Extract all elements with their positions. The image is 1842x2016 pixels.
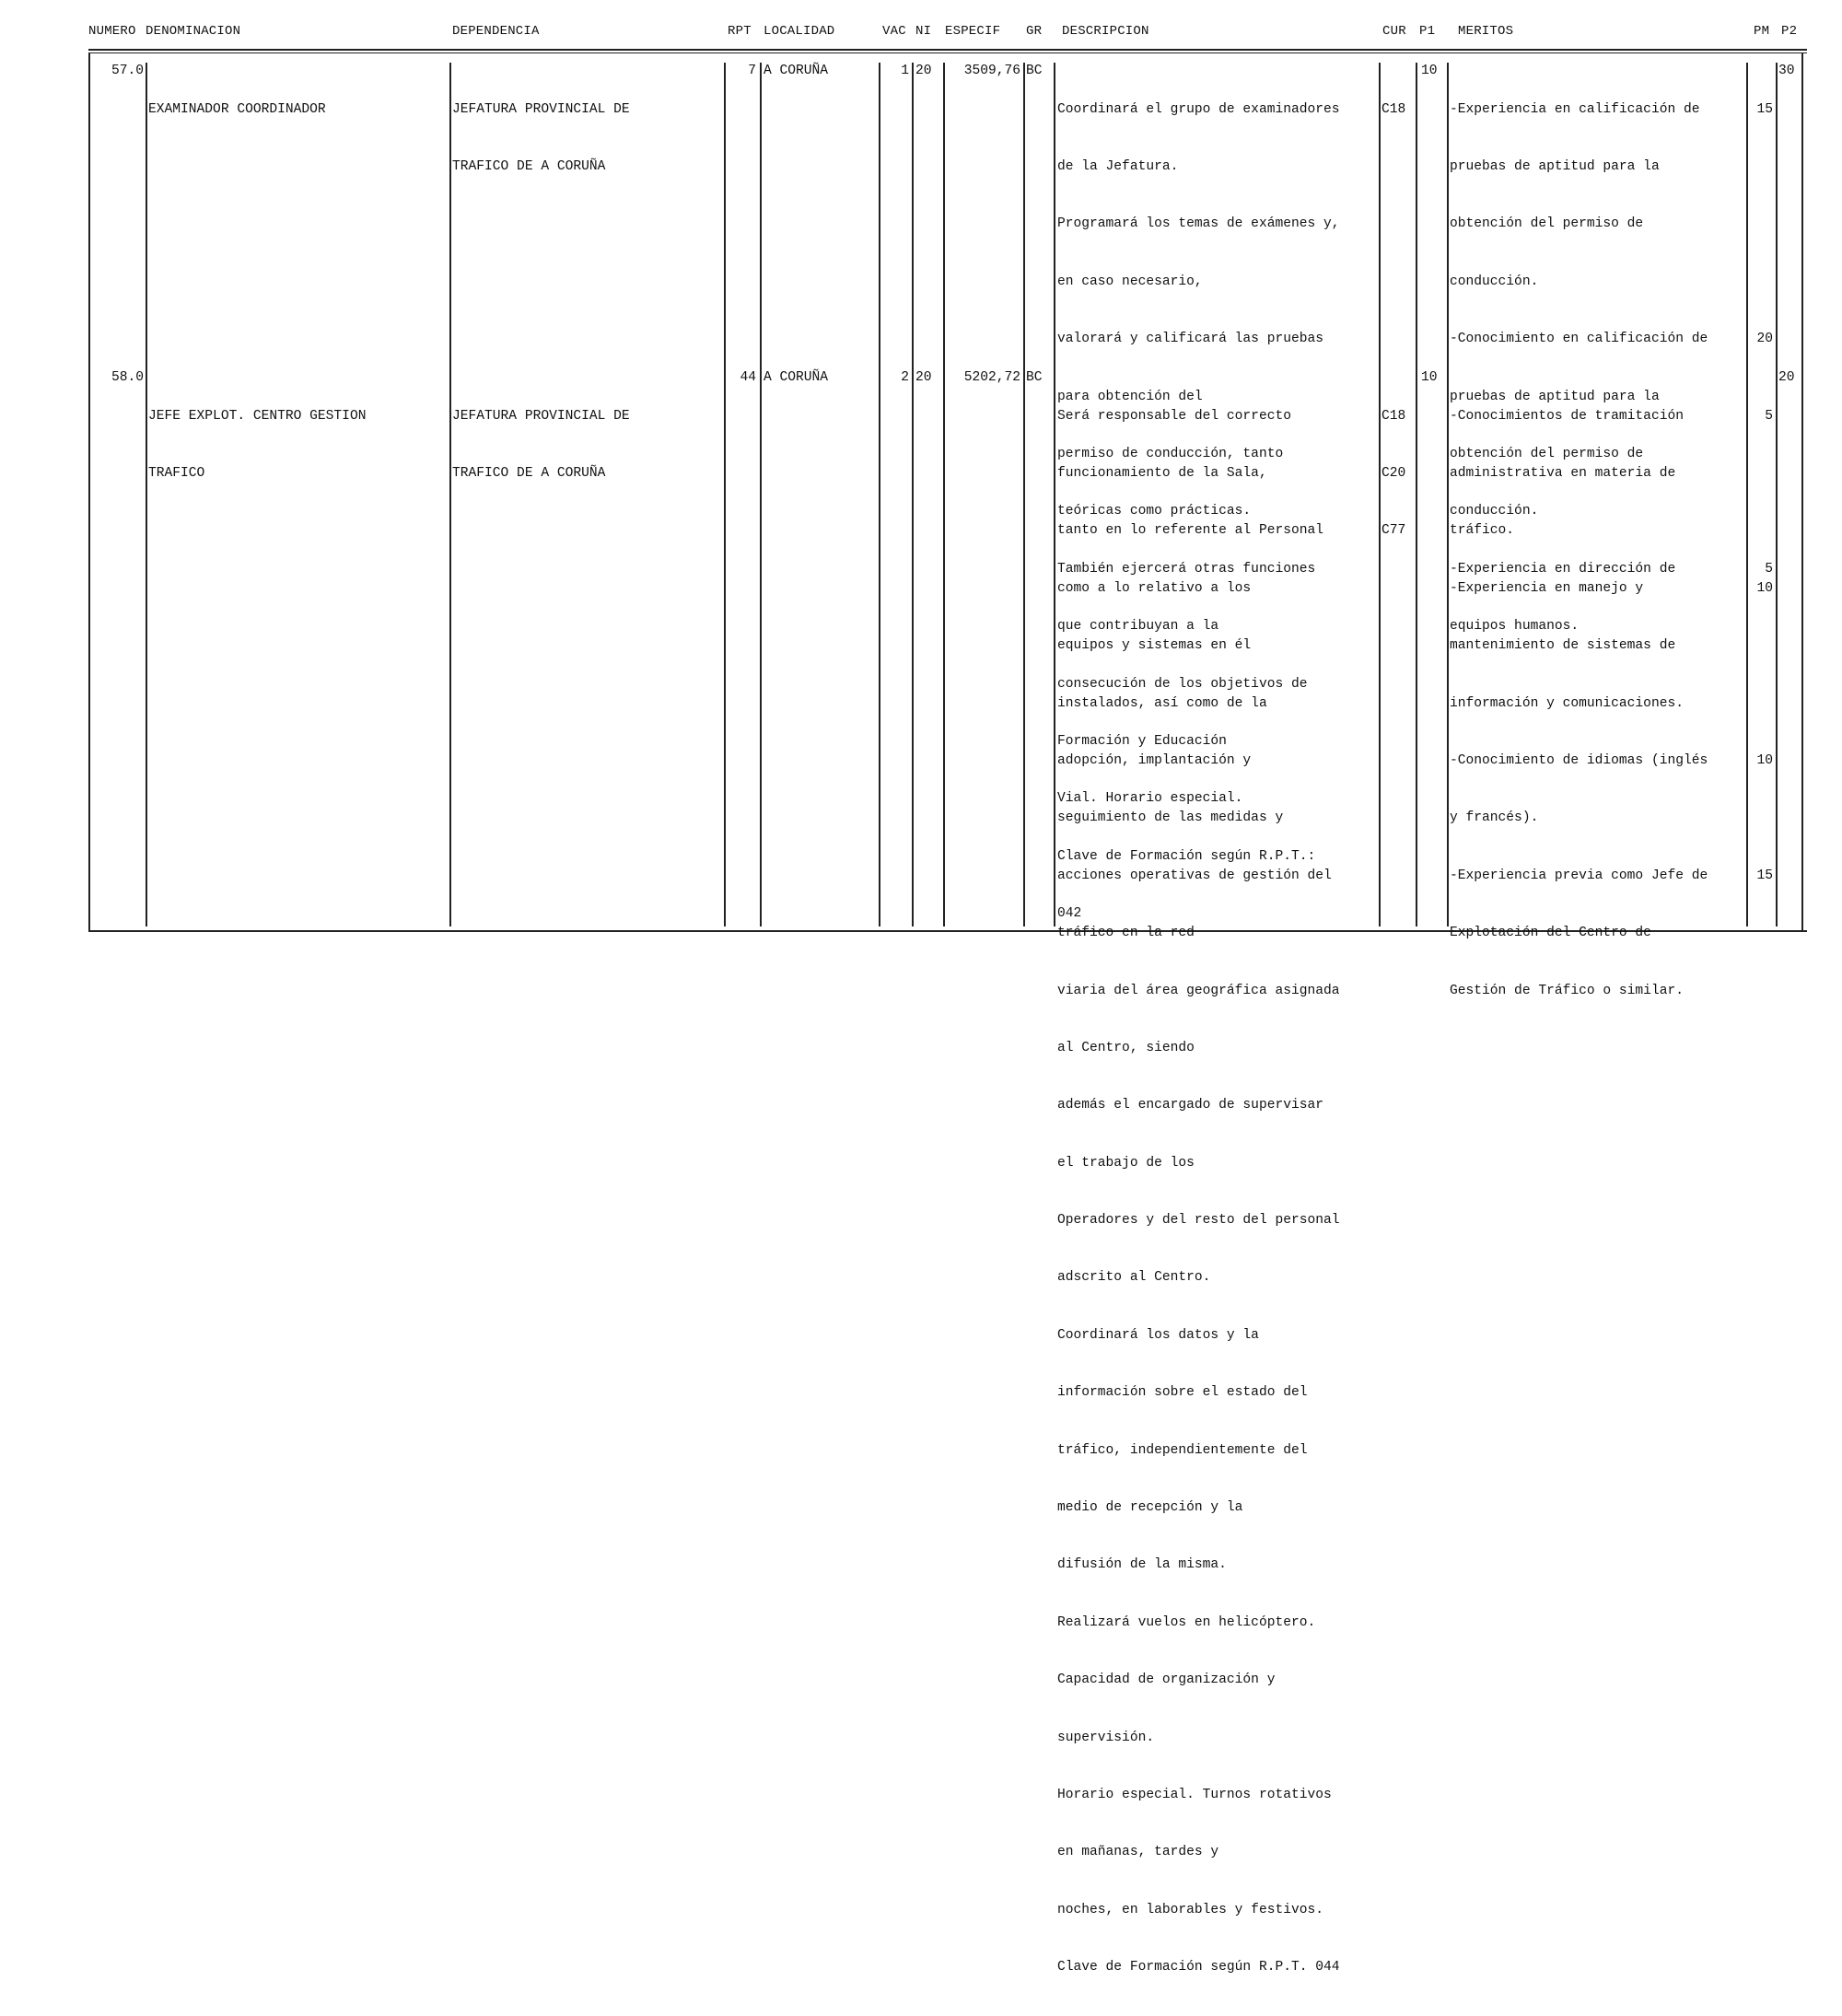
meritos-line: conducción. xyxy=(1450,504,1539,519)
separator-ni xyxy=(943,63,945,926)
meritos-line: pruebas de aptitud para la xyxy=(1450,158,1660,174)
descripcion-line: consecución de los objetivos de xyxy=(1057,676,1308,692)
pm-line: 10 xyxy=(1756,752,1773,768)
descripcion-line: permiso de conducción, tanto xyxy=(1057,446,1284,461)
p1-value: 10 xyxy=(1421,370,1438,385)
pm-line: 15 xyxy=(1756,101,1773,117)
pm-line xyxy=(1748,809,1773,828)
descripcion-line: acciones operativas de gestión del xyxy=(1057,868,1332,883)
descripcion-line: Vial. Horario especial. xyxy=(1057,791,1243,807)
dependencia-cell xyxy=(452,368,630,521)
row-number: 58.0 xyxy=(111,370,144,385)
meritos-line: información y comunicaciones. xyxy=(1450,695,1684,711)
descripcion-line: además el encargado de supervisar xyxy=(1057,1098,1324,1113)
cur-line: C77 xyxy=(1382,523,1406,539)
meritos-line: Gestión de Tráfico o similar. xyxy=(1450,983,1684,998)
denominacion-line: EXAMINADOR COORDINADOR xyxy=(148,101,326,117)
cur-cell xyxy=(1382,62,1414,157)
meritos-line: mantenimiento de sistemas de xyxy=(1450,638,1676,654)
localidad-value: A CORUÑA xyxy=(764,370,829,385)
descripcion-line: difusión de la misma. xyxy=(1057,1557,1227,1573)
dependencia-line: TRAFICO DE A CORUÑA xyxy=(452,465,606,481)
header-rule-second xyxy=(88,52,1807,53)
descripcion-line: Formación y Educación xyxy=(1057,733,1227,749)
descripcion-line: También ejercerá otras funciones xyxy=(1057,561,1316,577)
header-p1: P1 xyxy=(1419,24,1436,39)
cur-line: C18 xyxy=(1382,408,1406,424)
p2-value: 30 xyxy=(1778,64,1795,78)
descripcion-line: Operadores y del resto del personal xyxy=(1057,1213,1340,1229)
descripcion-line: seguimiento de las medidas y xyxy=(1057,810,1284,826)
descripcion-line: al Centro, siendo xyxy=(1057,1040,1195,1055)
header-p2: P2 xyxy=(1781,24,1798,39)
header-cur: CUR xyxy=(1382,24,1406,39)
vac-value: 1 xyxy=(901,64,909,78)
descripcion-line: Horario especial. Turnos rotativos xyxy=(1057,1787,1332,1802)
meritos-line: -Experiencia en dirección de xyxy=(1450,561,1676,577)
separator-rpt xyxy=(760,63,762,926)
descripcion-line: en mañanas, tardes y xyxy=(1057,1845,1219,1860)
dependencia-cell xyxy=(452,62,630,215)
pm-line xyxy=(1748,157,1773,177)
row-number: 57.0 xyxy=(111,64,144,78)
separator-p1 xyxy=(1447,63,1449,926)
header-ni: NI xyxy=(915,24,932,39)
cur-line: C18 xyxy=(1382,101,1406,117)
separator-descripcion xyxy=(1379,63,1381,926)
pm-cell xyxy=(1748,368,1773,924)
descripcion-line: en caso necesario, xyxy=(1057,274,1203,289)
descripcion-line: adscrito al Centro. xyxy=(1057,1270,1211,1286)
header-localidad: LOCALIDAD xyxy=(764,24,835,39)
meritos-cell xyxy=(1450,368,1708,1039)
pm-line: 5 xyxy=(1765,561,1773,577)
gr-value: BC xyxy=(1026,370,1043,385)
header-dependencia: DEPENDENCIA xyxy=(452,24,540,39)
header-especif: ESPECIF xyxy=(945,24,1001,39)
meritos-line: -Conocimiento de idiomas (inglés xyxy=(1450,752,1708,768)
cur-cell xyxy=(1382,368,1414,579)
pm-line: 15 xyxy=(1756,868,1773,883)
descripcion-cell xyxy=(1057,368,1340,2016)
localidad-value: A CORUÑA xyxy=(764,64,829,78)
descripcion-line: tráfico, independientemente del xyxy=(1057,1442,1308,1458)
descripcion-line: viaria del área geográfica asignada xyxy=(1057,983,1340,998)
header-pm: PM xyxy=(1754,24,1770,39)
pm-line xyxy=(1748,521,1773,541)
meritos-line: equipos humanos. xyxy=(1450,619,1580,635)
meritos-line: y francés). xyxy=(1450,810,1539,826)
header-numero: NUMERO xyxy=(88,24,136,39)
pm-line xyxy=(1748,273,1773,292)
separator-vac xyxy=(912,63,914,926)
descripcion-line: el trabajo de los xyxy=(1057,1155,1195,1171)
separator-cur xyxy=(1416,63,1417,926)
meritos-line: obtención del permiso de xyxy=(1450,446,1644,461)
meritos-line: -Experiencia en manejo y xyxy=(1450,580,1644,596)
rpt-value: 44 xyxy=(740,370,756,385)
descripcion-line: como a lo relativo a los xyxy=(1057,580,1252,596)
denominacion-cell xyxy=(148,62,326,157)
descripcion-line: Realizará vuelos en helicóptero. xyxy=(1057,1614,1316,1630)
pm-line xyxy=(1748,215,1773,234)
vac-value: 2 xyxy=(901,370,909,385)
especif-value: 5202,72 xyxy=(963,370,1020,385)
meritos-line: tráfico. xyxy=(1450,523,1515,539)
descripcion-line: que contribuyan a la xyxy=(1057,619,1219,635)
header-descripcion: DESCRIPCION xyxy=(1062,24,1149,39)
separator-localidad xyxy=(879,63,880,926)
descripcion-line: información sobre el estado del xyxy=(1057,1385,1308,1401)
descripcion-line: Capacidad de organización y xyxy=(1057,1672,1276,1688)
descripcion-line: Coordinará los datos y la xyxy=(1057,1327,1259,1343)
pm-line xyxy=(1748,464,1773,484)
p2-value: 20 xyxy=(1778,370,1795,385)
descripcion-line: de la Jefatura. xyxy=(1057,158,1179,174)
separator-gr xyxy=(1054,63,1055,926)
pm-line xyxy=(1748,636,1773,656)
descripcion-line: noches, en laborables y festivos. xyxy=(1057,1902,1324,1917)
descripcion-line: Será responsable del correcto xyxy=(1057,408,1291,424)
descripcion-line: adopción, implantación y xyxy=(1057,752,1252,768)
meritos-line: conducción. xyxy=(1450,274,1539,289)
pm-line xyxy=(1748,694,1773,714)
meritos-line: pruebas de aptitud para la xyxy=(1450,389,1660,404)
meritos-line: administrativa en materia de xyxy=(1450,465,1676,481)
meritos-line: -Experiencia en calificación de xyxy=(1450,101,1700,117)
pm-line: 10 xyxy=(1756,580,1773,596)
denominacion-cell xyxy=(148,368,366,521)
meritos-line: Explotación del Centro de xyxy=(1450,926,1651,941)
separator-numero xyxy=(146,63,147,926)
cur-line: C20 xyxy=(1382,465,1406,481)
header-rule-top xyxy=(88,49,1807,51)
meritos-line: obtención del permiso de xyxy=(1450,216,1644,232)
descripcion-line: tanto en lo referente al Personal xyxy=(1057,523,1324,539)
denominacion-line: JEFE EXPLOT. CENTRO GESTION xyxy=(148,408,367,424)
pm-line: 20 xyxy=(1756,332,1773,347)
dependencia-line: JEFATURA PROVINCIAL DE xyxy=(452,101,630,117)
meritos-line: -Experiencia previa como Jefe de xyxy=(1450,868,1708,883)
header-denominacion: DENOMINACION xyxy=(146,24,241,39)
header-rpt: RPT xyxy=(728,24,752,39)
meritos-line: -Conocimiento en calificación de xyxy=(1450,332,1708,347)
descripcion-line: funcionamiento de la Sala, xyxy=(1057,465,1267,481)
header-meritos: MERITOS xyxy=(1458,24,1514,39)
descripcion-line: instalados, así como de la xyxy=(1057,695,1267,711)
rpt-value: 7 xyxy=(748,64,756,78)
header-vac: VAC xyxy=(882,24,906,39)
dependencia-line: JEFATURA PROVINCIAL DE xyxy=(452,408,630,424)
descripcion-line: Clave de Formación según R.P.T.: xyxy=(1057,848,1316,864)
dependencia-line: TRAFICO DE A CORUÑA xyxy=(452,158,606,174)
ni-value: 20 xyxy=(915,370,932,385)
descripcion-line: valorará y calificará las pruebas xyxy=(1057,332,1324,347)
gr-value: BC xyxy=(1026,64,1043,78)
separator-denominacion xyxy=(449,63,451,926)
descripcion-line: Clave de Formación según R.P.T. 044 xyxy=(1057,1960,1340,1975)
header-gr: GR xyxy=(1026,24,1043,39)
ni-value: 20 xyxy=(915,64,932,78)
descripcion-line: Programará los temas de exámenes y, xyxy=(1057,216,1340,232)
denominacion-line: TRAFICO xyxy=(148,465,205,481)
descripcion-line: Coordinará el grupo de examinadores xyxy=(1057,101,1340,117)
meritos-line: -Conocimientos de tramitación xyxy=(1450,408,1684,424)
descripcion-line: teóricas como prácticas. xyxy=(1057,504,1252,519)
separator-left-edge xyxy=(88,52,90,930)
pm-line: 5 xyxy=(1765,408,1773,424)
descripcion-line: 042 xyxy=(1057,906,1082,922)
descripcion-line: medio de recepción y la xyxy=(1057,1500,1243,1516)
separator-especif xyxy=(1023,63,1025,926)
p1-value: 10 xyxy=(1421,64,1438,78)
descripcion-line: supervisión. xyxy=(1057,1730,1155,1745)
descripcion-line: para obtención del xyxy=(1057,389,1203,404)
especif-value: 3509,76 xyxy=(963,64,1020,78)
separator-dependencia xyxy=(724,63,726,926)
descripcion-line: equipos y sistemas en él xyxy=(1057,638,1252,654)
descripcion-line: tráfico en la red xyxy=(1057,926,1195,941)
separator-right-edge xyxy=(1801,52,1803,930)
